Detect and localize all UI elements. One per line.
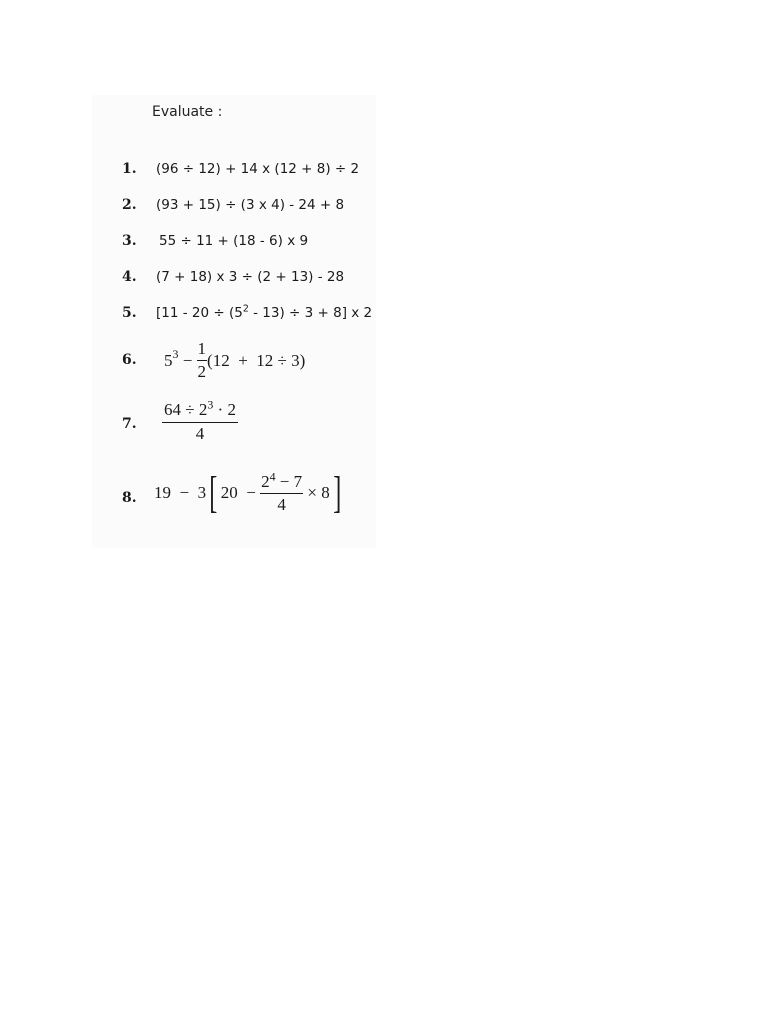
problem-number: 1. [122, 161, 137, 177]
fraction: $\frac{2^4 - 7}{4}$ [261, 468, 303, 514]
problem-number: 2. [122, 197, 137, 213]
fraction: $\frac{1}{2}$ [197, 339, 207, 381]
problem-number: 8. [122, 490, 137, 506]
problem-number: 6. [122, 352, 137, 368]
problem-expression: (96 ÷ 12) + 14 x (12 + 8) ÷ 2 [156, 161, 360, 177]
problem-number: 4. [122, 269, 137, 285]
problem-expression: $5^3$ − $\frac{1}{2}$ (12 + 12 ÷ 3) [164, 339, 306, 381]
worksheet [92, 95, 376, 548]
fraction: $\frac{64 \div 2^3 \cdot 2}{4}$ [164, 397, 236, 443]
problem-number: 7. [122, 416, 137, 432]
worksheet-title: Evaluate : [152, 104, 223, 120]
problem-number: 5. [122, 305, 137, 321]
open-bracket: [ [209, 468, 218, 517]
problem-expression: (93 + 15) ÷ (3 x 4) - 24 + 8 [156, 197, 345, 213]
problem-expression: 55 ÷ 11 + (18 - 6) x 9 [159, 233, 309, 249]
close-bracket: ] [333, 468, 342, 517]
problem-expression: $[11 - 20 \div (5^2 - 13) \div 3 + 8]$ x 2 [156, 303, 373, 321]
problem-number: 3. [122, 233, 137, 249]
problem-expression: 19 − 3[ 20 − $\frac{2^4 - 7}{4}$ × 8] [154, 468, 342, 517]
problem-expression: (7 + 18) x 3 ÷ (2 + 13) - 28 [156, 269, 345, 285]
problem-expression [162, 397, 238, 444]
